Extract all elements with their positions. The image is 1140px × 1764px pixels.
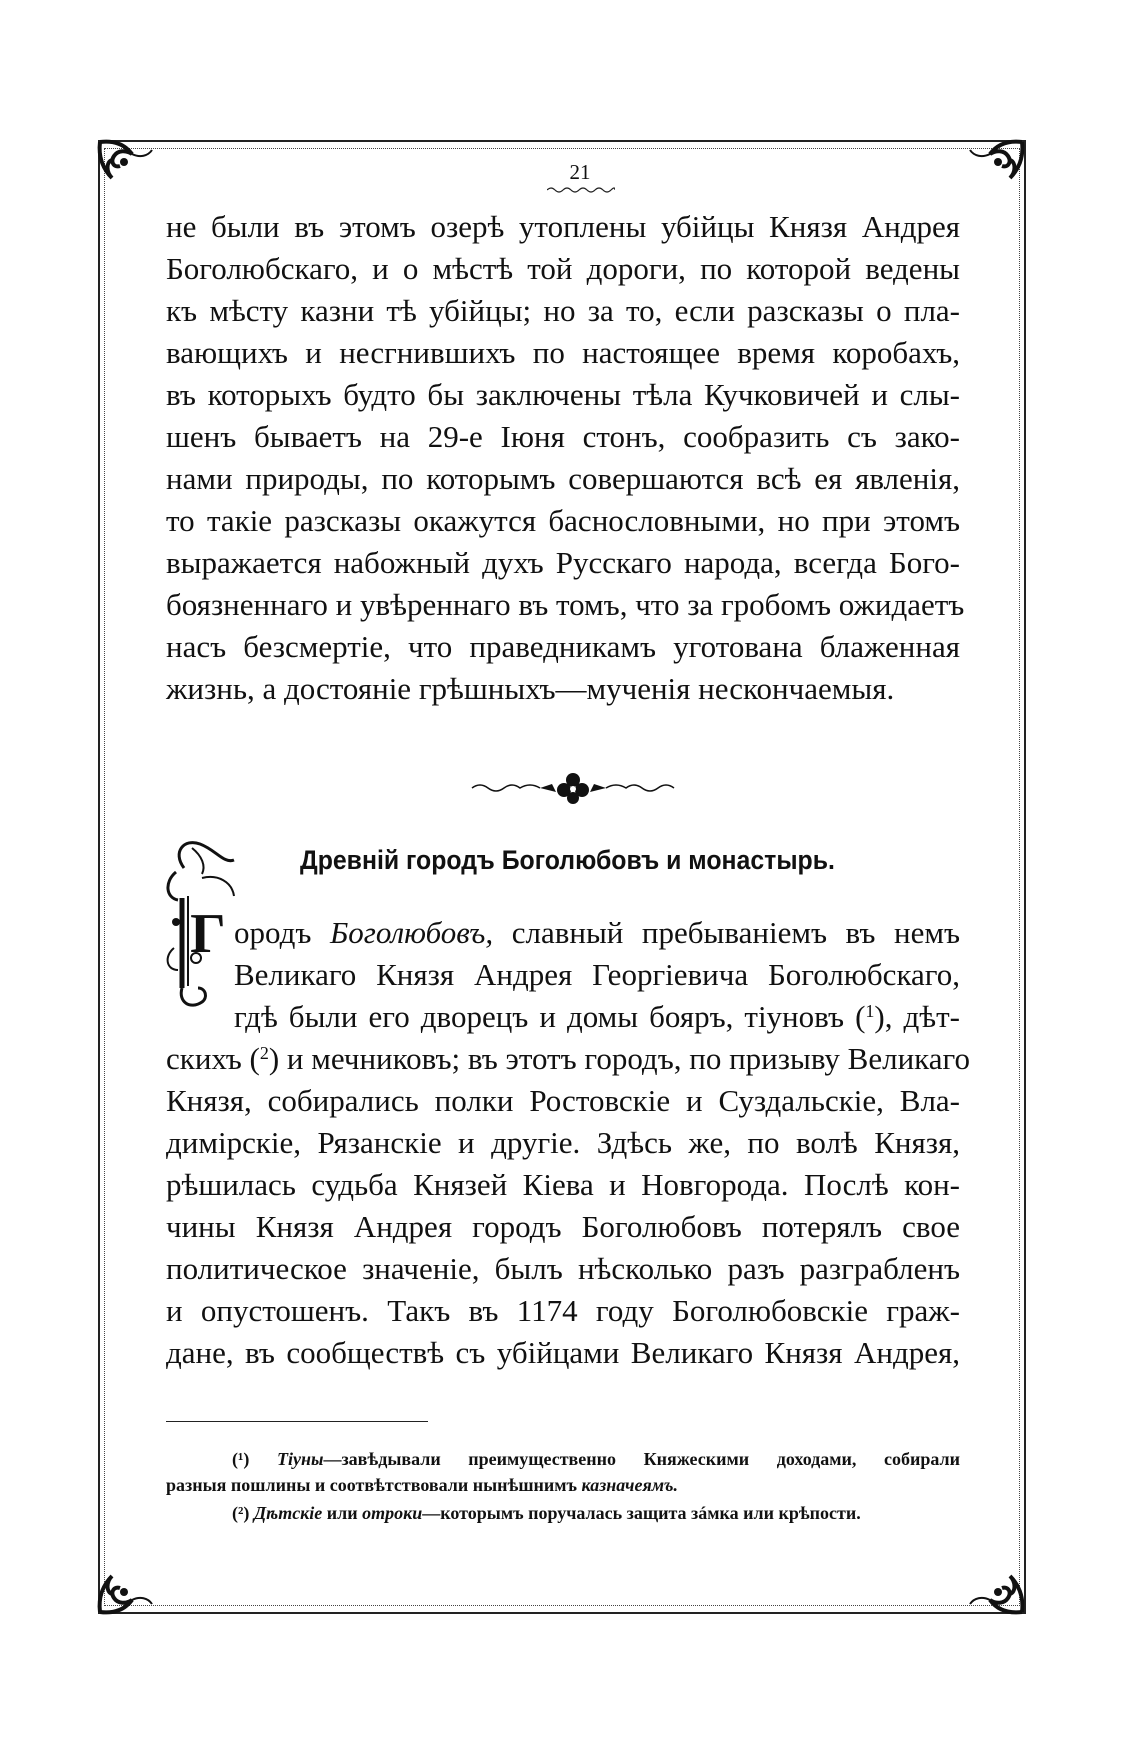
text-line: и опустошенъ. Такъ въ 1174 году Боголюбовскіе граж- [166, 1293, 960, 1328]
footnote-text: —которымъ поручалась защита зáмка или крѣпости. [422, 1503, 861, 1523]
text-run: гдѣ были его дворецъ и домы бояръ, тіуновъ ( [234, 999, 866, 1034]
footnote-term: казначеямъ. [581, 1475, 679, 1495]
text-line: то такіе разсказы окажутся баснословными, но при этомъ [166, 503, 960, 538]
text-line: выражается набожный духъ Русскаго народа, всегда Бого- [166, 545, 960, 580]
text-line: къ мѣсту казни тѣ убійцы; но за то, если разсказы о пла- [166, 293, 960, 328]
text-run: ), дѣт- [874, 999, 960, 1034]
wavy-rule-icon [547, 186, 615, 194]
text-run: славный пребываніемъ въ немъ [511, 915, 961, 950]
footnote-1 [232, 1446, 960, 1472]
text-line: Боголюбскаго, и о мѣстѣ той дороги, по которой ведены [166, 251, 960, 286]
corner-flourish-icon [96, 138, 154, 192]
text-run: ородъ [234, 915, 312, 950]
text-line: Князя, собирались полки Ростовскіе и Суздальскіе, Вла- [166, 1083, 960, 1118]
footnote-text: разныя пошлины и соотвѣтствовали нынѣшнимъ [166, 1475, 578, 1495]
text-line: чины Князя Андрея городъ Боголюбовъ потерялъ свое [166, 1209, 960, 1244]
text-line: политическое значеніе, былъ нѣсколько разъ разграбленъ [166, 1251, 960, 1286]
text-line: Великаго Князя Андрея Георгіевича Боголюбскаго, [234, 957, 960, 992]
text-line: дане, въ сообществѣ съ убійцами Великаго Князя Андрея, [166, 1335, 960, 1370]
text-line [166, 1038, 970, 1080]
footnote-divider [166, 1421, 428, 1422]
floral-ornament-icon [470, 770, 676, 806]
footnote-marker: (¹) [232, 1449, 250, 1469]
italic-town-name: Боголюбовъ, [330, 915, 494, 950]
text-line: боязненнаго и увѣреннаго въ томъ, что за гробомъ ожидаетъ [166, 587, 965, 622]
text-line: вающихъ и несгнившихъ по настоящее время коробахъ, [166, 335, 960, 370]
text-line: нами природы, по которымъ совершаются всѣ ея явленія, [166, 461, 960, 496]
dropcap-letter: Г [190, 903, 226, 965]
section-title: Древній городъ Боголюбовъ и монастырь. [300, 845, 835, 875]
footnote-term: Дѣтскіе [253, 1503, 323, 1523]
footnote-2 [232, 1500, 1026, 1526]
footnote-term: отроки [362, 1503, 423, 1523]
page-number: 21 [569, 160, 591, 184]
text-line: димірскіе, Рязанскіе и другіе. Здѣсь же, по волѣ Князя, [166, 1125, 960, 1160]
footnote-ref: 1 [865, 1001, 875, 1021]
text-line: не были въ этомъ озерѣ утоплены убійцы Князя Андрея [166, 209, 960, 244]
footnote-ref: 2 [259, 1043, 269, 1063]
text-line: насъ безсмертіе, что праведникамъ уготована блаженная [166, 629, 960, 664]
corner-flourish-icon [968, 1562, 1026, 1616]
corner-flourish-icon [96, 1562, 154, 1616]
text-line: рѣшилась судьба Князей Кіева и Новгорода. Послѣ кон- [166, 1167, 960, 1202]
text-line: жизнь, а достояніе грѣшныхъ—мученія нескончаемыя. [166, 671, 895, 706]
footnote-text: —завѣдывали преимущественно Княжескими доходами, собирали [323, 1449, 960, 1469]
footnote-marker: (²) [232, 1503, 250, 1523]
text-run: скихъ ( [166, 1041, 260, 1076]
footnote-1-continued [166, 1472, 960, 1498]
text-run: ) и мечниковъ; въ этотъ городъ, по призыву Великаго [268, 1041, 970, 1076]
text-line [234, 912, 960, 954]
text-line [234, 996, 960, 1038]
footnote-term: Тіуны [276, 1449, 324, 1469]
text-line: въ которыхъ будто бы заключены тѣла Кучковичей и слы- [166, 377, 960, 412]
text-line: шенъ бываетъ на 29-е Іюня стонъ, сообразить съ зако- [166, 419, 960, 454]
corner-flourish-icon [968, 138, 1026, 192]
footnote-text: или [326, 1503, 358, 1523]
